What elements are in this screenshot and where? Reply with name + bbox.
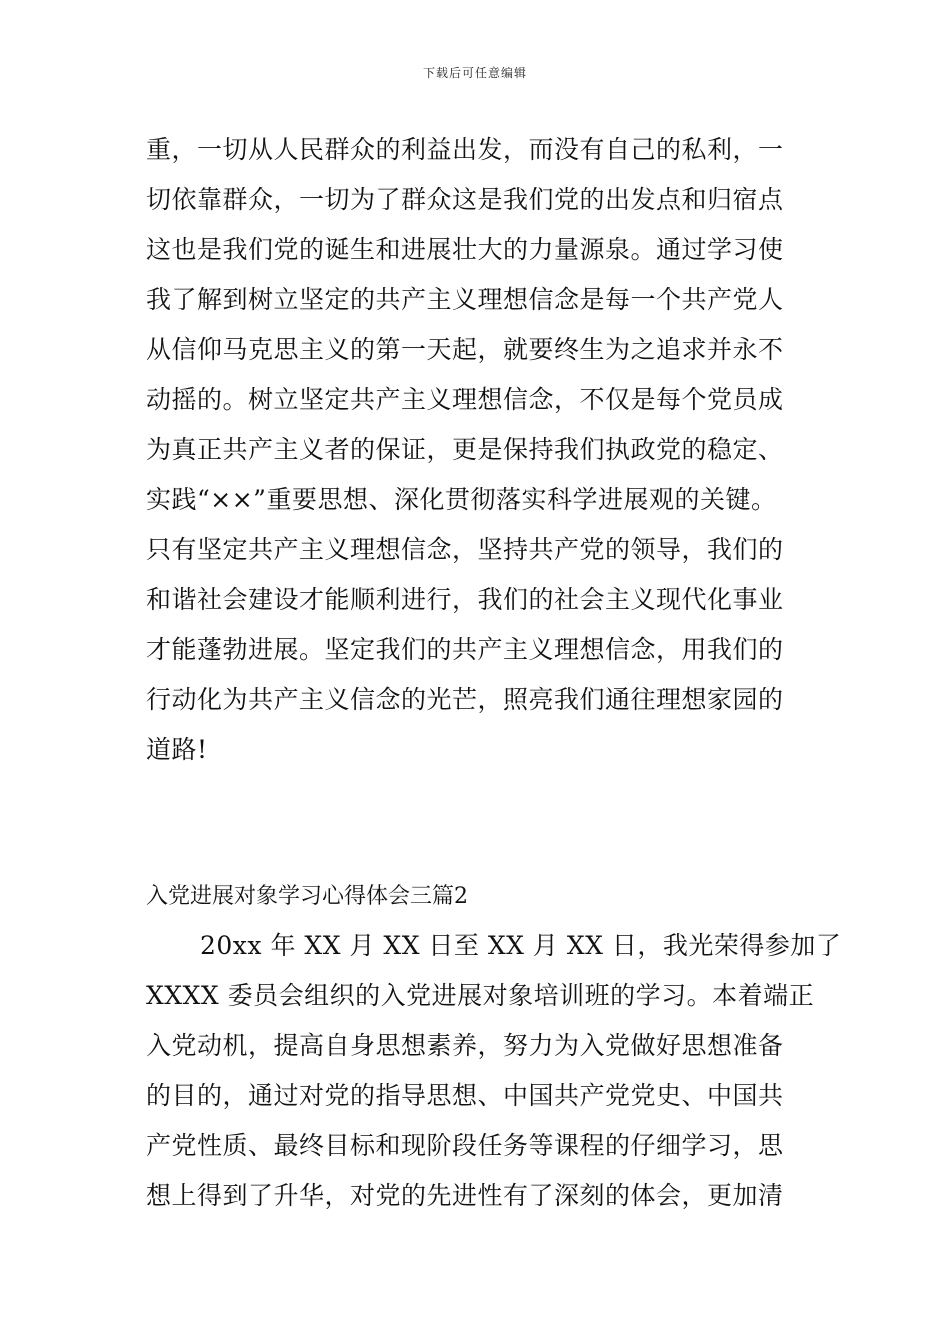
text-line: 的目的，通过对党的指导思想、中国共产党党史、中国共 <box>146 1081 784 1110</box>
text-line: 入党动机，提高自身思想素养，努力为入党做好思想准备 <box>146 1031 784 1060</box>
text-line: 动摇的。树立坚定共产主义理想信念，不仅是每个党员成 <box>146 385 784 414</box>
text-line: 想上得到了升华，对党的先进性有了深刻的体会，更加清 <box>146 1181 784 1210</box>
text-line: 这也是我们党的诞生和进展壮大的力量源泉。通过学习使 <box>146 235 784 264</box>
text-line: 我了解到树立坚定的共产主义理想信念是每一个共产党人 <box>146 285 784 314</box>
text-line: 切依靠群众，一切为了群众这是我们党的出发点和归宿点 <box>146 185 784 214</box>
text-line: 重，一切从人民群众的利益出发，而没有自己的私利，一 <box>146 135 784 164</box>
text-line: XXXX 委员会组织的入党进展对象培训班的学习。本着端正 <box>146 981 815 1010</box>
section-title: 入党进展对象学习心得体会三篇2 <box>146 884 468 909</box>
text-line: 从信仰马克思主义的第一天起，就要终生为之追求并永不 <box>146 335 784 364</box>
text-line: 道路! <box>146 735 208 764</box>
text-line: 只有坚定共产主义理想信念，坚持共产党的领导，我们的 <box>146 535 784 564</box>
text-line: 和谐社会建设才能顺利进行，我们的社会主义现代化事业 <box>146 585 784 614</box>
text-line: 20xx 年 XX 月 XX 日至 XX 月 XX 日，我光荣得参加了 <box>200 931 842 960</box>
section-paragraph <box>146 921 842 1221</box>
text-line: 实践“××”重要思想、深化贯彻落实科学进展观的关键。 <box>146 485 777 514</box>
header-note: 下载后可任意编辑 <box>422 66 527 80</box>
text-line: 行动化为共产主义信念的光芒，照亮我们通往理想家园的 <box>146 685 784 714</box>
text-line: 为真正共产主义者的保证，更是保持我们执政党的稳定、 <box>146 435 784 464</box>
paragraph-continuation <box>146 125 826 775</box>
text-line: 产党性质、最终目标和现阶段任务等课程的仔细学习，思 <box>146 1131 784 1160</box>
text-line: 才能蓬勃进展。坚定我们的共产主义理想信念，用我们的 <box>146 635 784 664</box>
